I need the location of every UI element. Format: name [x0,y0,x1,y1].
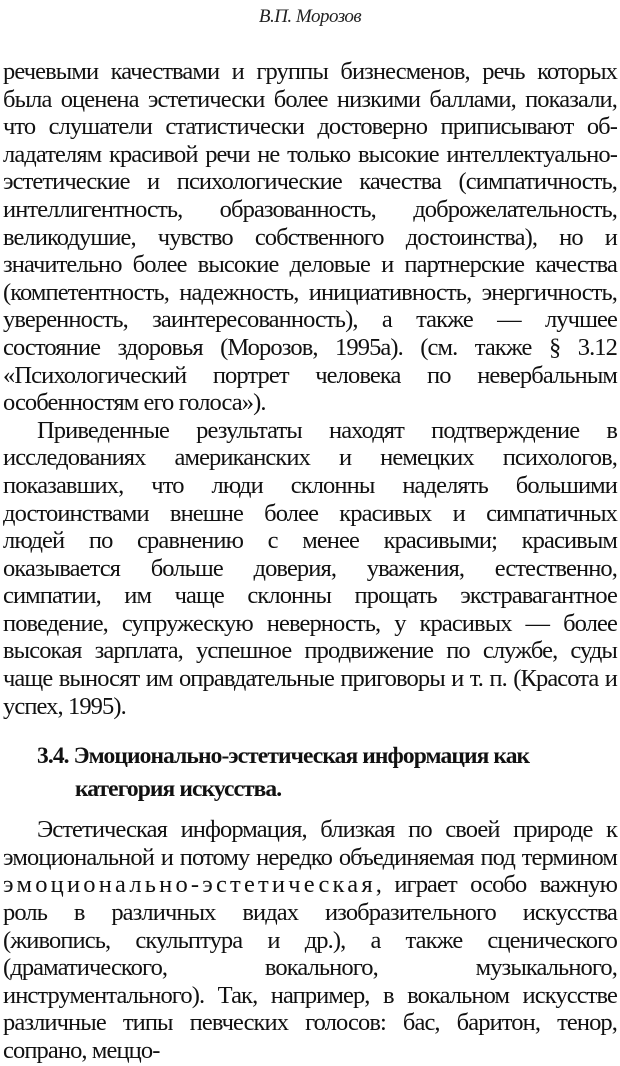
text-line: Эстетическая информация, близкая по своей природе к [37,816,617,844]
paragraph-results [3,417,617,721]
text-line: речевыми качествами и группы бизнесменов, речь которых [3,58,617,85]
section-heading [3,740,617,806]
text-line: людей по сравнению с менее красивыми; красивым [3,527,617,555]
text-line: высокая зарплата, успешное продвижение по службе, суды [3,637,617,665]
text-line: поведение, супружескую неверность, у красивых — более [3,609,617,637]
text-line: показавших, что люди склонны наделять большими [3,471,617,499]
text-line: симпатии, им чаще склонны прощать экстравагантное [3,582,617,610]
text-line: уверенность, заинтересованность), а также — лучшее [3,306,617,334]
text-line: «Психологический портрет человека по невербальным [3,361,617,389]
text-line: инструментального). Так, например, в вокальном искусстве [3,981,617,1009]
text-line: оказывается больше доверия, уважения, естественно, [3,554,617,582]
text-line: была оценена эстетически более низкими баллами, показали, [3,85,617,113]
text-line: исследованиях американских и немецких психологов, [3,444,617,472]
text-line: чаще выносят им оправдательные приговоры и т. п. (Красота и [3,665,617,693]
text-line: (компетентность, надежность, инициативность, энергичность, [3,278,617,306]
text-line: великодушие, чувство собственного достоинства), но и [3,223,617,251]
text-line: (живопись, скульптура и др.), а также сценического [3,926,617,954]
text-line: особенностям его голоса»). [3,389,266,417]
paragraph-continuation [3,58,617,417]
text-line-with-spaced-term [3,871,617,899]
text-line: достоинствами внешне более красивых и симпатичных [3,499,617,527]
spaced-term: эмоционально-эстетическая [3,871,376,899]
section-title-part-1: Эмоционально-эстетическая информация как [73,743,530,770]
text-line: ладателям красивой речи не только высокие интеллектуально- [3,140,617,168]
text-line: эстетические и психологические качества (симпатичность, [3,168,617,196]
text-line: сопрано, меццо- [3,1037,160,1064]
text-line: что слушатели статистически достоверно приписывают об- [3,113,617,141]
section-number: 3.4. [37,743,69,770]
text-line: состояние здоровья (Морозов, 1995а). (см. также § 3.12 [3,333,617,361]
text-line: интеллигентность, образованность, доброжелательность, [3,195,617,223]
text-line: роль в различных видах изобразительного искусства [3,899,617,927]
text-line: (драматического, вокального, музыкального, [3,954,617,982]
text-line: различные типы певческих голосов: бас, баритон, тенор, [3,1009,617,1037]
text-fragment: , играет особо важную [375,871,617,899]
text-line: эмоциональной и потому нередко объединяемая под термином [3,843,617,871]
text-line: успех, 1995). [3,692,126,720]
running-head-author: В.П. Морозов [258,6,362,27]
paragraph-aesthetic-info [3,816,617,1064]
section-title-part-2: категория искусства. [75,776,282,803]
section-heading-line-1 [3,740,617,773]
text-line: значительно более высокие деловые и партнерские качества [3,251,617,279]
text-line: Приведенные результаты находят подтверждение в [37,416,617,444]
page-body [3,58,617,1065]
